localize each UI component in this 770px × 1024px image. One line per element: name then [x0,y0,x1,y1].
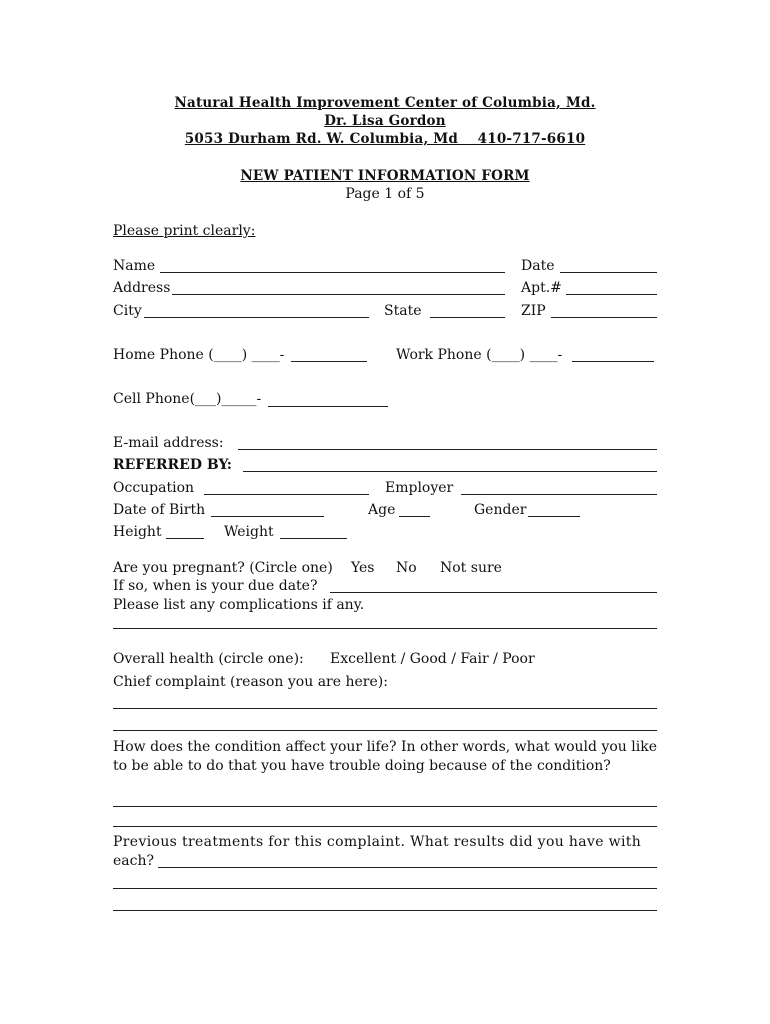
doctor-name: Dr. Lisa Gordon [324,113,446,129]
email-label: E-mail address: [113,435,224,451]
cell-phone-field[interactable] [268,406,388,407]
referred-by-label: REFERRED BY: [113,457,232,473]
state-field[interactable] [430,317,505,318]
page-number: Page 1 of 5 [345,186,425,202]
weight-label: Weight [224,524,274,540]
condition-affect-question: How does the condition affect your life? In other words, what would you like to be able to do that you have trouble doing because of the condition? [113,739,657,774]
weight-field[interactable] [280,538,347,539]
previous-treatments-line-3[interactable] [113,910,657,911]
apt-label: Apt.# [521,280,562,296]
complications-label: Please list any complications if any. [113,597,365,613]
previous-treatments-each: each? [113,853,154,869]
chief-complaint-line-1[interactable] [113,708,657,709]
due-date-field[interactable] [330,592,657,593]
clinic-address-phone: 5053 Durham Rd. W. Columbia, Md 410-717-6610 [184,131,586,147]
gender-field[interactable] [528,516,580,517]
employer-label: Employer [385,480,454,496]
zip-label: ZIP [521,303,546,319]
zip-field[interactable] [551,317,657,318]
dob-field[interactable] [211,516,324,517]
condition-affect-line-1[interactable] [113,806,657,807]
cell-phone-label: Cell Phone(___)_____- [113,391,262,407]
referred-by-field[interactable] [243,471,657,472]
instruction-text: Please print clearly: [113,223,256,239]
employer-field[interactable] [461,494,657,495]
name-label: Name [113,258,156,274]
age-field[interactable] [399,516,430,517]
dob-label: Date of Birth [113,502,206,518]
chief-complaint-label: Chief complaint (reason you are here): [113,674,388,690]
date-field[interactable] [560,272,657,273]
height-field[interactable] [166,538,204,539]
complications-field[interactable] [113,628,657,629]
home-phone-field[interactable] [291,361,367,362]
home-phone-label: Home Phone (____) ____- [113,347,285,363]
email-field[interactable] [238,449,657,450]
work-phone-label: Work Phone (____) ____- [396,347,563,363]
pregnant-option-not-sure[interactable]: Not sure [440,560,502,576]
pregnant-question: Are you pregnant? (Circle one) [113,560,333,576]
overall-health-options[interactable]: Excellent / Good / Fair / Poor [330,651,535,667]
occupation-label: Occupation [113,480,195,496]
age-label: Age [368,502,396,518]
city-label: City [113,303,142,319]
address-label: Address [113,280,171,296]
previous-treatments-line-1[interactable] [158,867,657,868]
gender-label: Gender [474,502,527,518]
address-field[interactable] [172,294,505,295]
due-date-label: If so, when is your due date? [113,578,318,594]
clinic-name: Natural Health Improvement Center of Columbia, Md. [174,95,596,111]
date-label: Date [521,258,555,274]
chief-complaint-line-2[interactable] [113,730,657,731]
form-title: NEW PATIENT INFORMATION FORM [240,168,530,184]
height-label: Height [113,524,162,540]
pregnant-option-no[interactable]: No [396,560,417,576]
condition-affect-line-2[interactable] [113,826,657,827]
pregnant-option-yes[interactable]: Yes [351,560,375,576]
name-field[interactable] [160,272,505,273]
previous-treatments-question: Previous treatments for this complaint. What results did you have with [113,834,642,850]
overall-health-label: Overall health (circle one): [113,651,304,667]
apt-field[interactable] [566,294,657,295]
state-label: State [384,303,422,319]
previous-treatments-line-2[interactable] [113,888,657,889]
city-field[interactable] [144,317,369,318]
work-phone-field[interactable] [572,361,654,362]
occupation-field[interactable] [204,494,369,495]
